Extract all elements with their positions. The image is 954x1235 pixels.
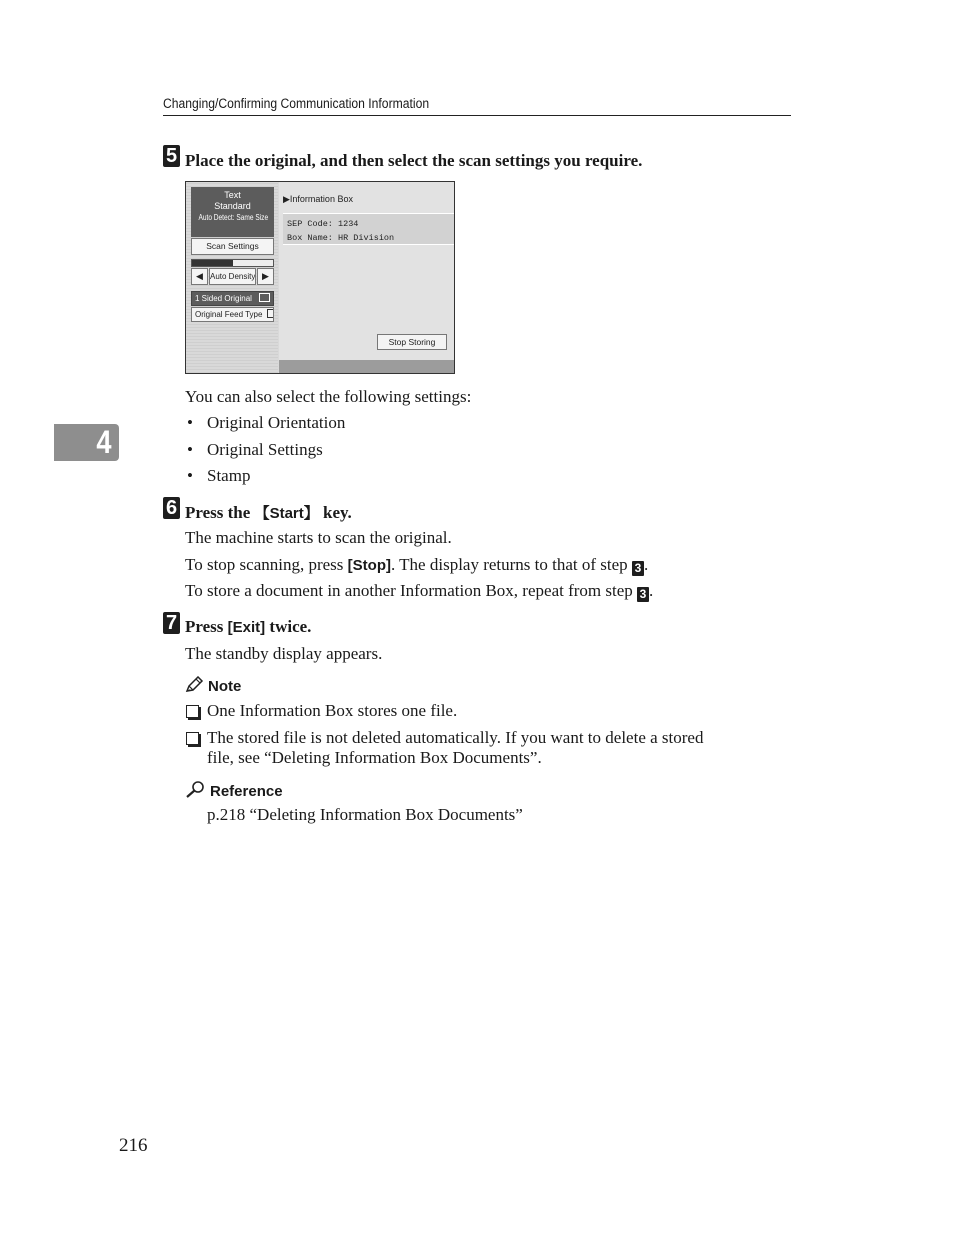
- panel-bottom-strip: [279, 360, 454, 373]
- stop-key-label: [Stop]: [347, 557, 391, 574]
- exit-key-label: [Exit]: [227, 619, 266, 636]
- bullet-dot: •: [187, 413, 193, 432]
- step-7-title: [185, 617, 311, 637]
- original-feed-type-button[interactable]: [191, 307, 274, 322]
- sided-original-button[interactable]: [191, 291, 274, 306]
- note-title: Note: [208, 678, 242, 695]
- start-key-label: 【Start】: [254, 505, 319, 522]
- box-name: Box Name: HR Division: [287, 233, 395, 243]
- scan-mode-display: [191, 187, 274, 237]
- step-6-marker: 6: [163, 497, 180, 519]
- step-7-marker: 7: [163, 612, 180, 634]
- control-panel-screenshot: [185, 181, 455, 374]
- density-lighter-button[interactable]: ◀: [191, 268, 208, 285]
- step-6-text-post: key.: [318, 503, 352, 522]
- pencil-icon: [185, 676, 204, 693]
- panel-left-column: [186, 182, 278, 373]
- note-item-2-line-2: file, see “Deleting Information Box Documents”.: [207, 748, 542, 767]
- step-7-line-1: The standby display appears.: [185, 644, 383, 663]
- reference-title: Reference: [210, 783, 283, 800]
- bullet-dot: •: [187, 440, 193, 459]
- auto-density-button[interactable]: Auto Density: [209, 268, 256, 285]
- mode-size: Auto Detect: Same Size: [198, 213, 269, 222]
- checkbox-icon: [186, 705, 199, 723]
- bullet-original-settings: Original Settings: [207, 440, 323, 459]
- note-heading: [185, 676, 241, 696]
- note-item-2-line-1: The stored file is not deleted automatically. If you want to delete a stored: [207, 728, 704, 747]
- chapter-number: 4: [96, 424, 112, 460]
- mode-text: Text: [224, 190, 241, 200]
- step-3-ref-icon: 3: [637, 587, 649, 602]
- feed-type-icon: [267, 309, 274, 318]
- step-5-title: Place the original, and then select the scan settings you require.: [185, 151, 643, 170]
- reference-link[interactable]: p.218 “Deleting Information Box Documents”: [207, 805, 523, 824]
- step-3-ref-icon: 3: [632, 561, 644, 576]
- step-7-text-post: twice.: [265, 617, 312, 636]
- density-darker-button[interactable]: ▶: [257, 268, 274, 285]
- information-box-title: ▶Information Box: [283, 194, 353, 204]
- settings-intro: You can also select the following settings:: [185, 387, 472, 406]
- scan-settings-button[interactable]: Scan Settings: [191, 238, 274, 255]
- bullet-dot: •: [187, 466, 193, 485]
- step-6-text-pre: Press the: [185, 503, 255, 522]
- header-rule: [163, 115, 791, 116]
- step-6-title: [185, 502, 352, 523]
- chapter-tab: [54, 424, 119, 461]
- page-number: 216: [119, 1135, 148, 1156]
- panel-right-area: [279, 182, 454, 373]
- step-5-marker: 5: [163, 145, 180, 167]
- step-6-line-1: The machine starts to scan the original.: [185, 528, 452, 547]
- reference-heading: [185, 780, 283, 801]
- running-header: Changing/Confirming Communication Information: [163, 96, 430, 111]
- step-6-line-2: To stop scanning, press [Stop]. The display returns to that of step 3 .: [185, 555, 649, 575]
- step-6-line-2-post: . The display returns to that of step: [390, 555, 632, 574]
- sided-original-label: 1 Sided Original: [195, 294, 252, 303]
- magnifier-icon: [185, 780, 206, 798]
- step-6-line-2-pre: To stop scanning, press: [185, 555, 348, 574]
- bullet-stamp: Stamp: [207, 466, 251, 485]
- step-7-text-pre: Press: [185, 617, 228, 636]
- note-item-1: One Information Box stores one file.: [207, 701, 458, 720]
- step-6-line-3: To store a document in another Information Box, repeat from step 3 .: [185, 581, 654, 601]
- density-level-fill: [192, 260, 233, 266]
- checkbox-icon: [186, 732, 199, 750]
- sided-original-icon: [259, 293, 270, 302]
- information-box-details: [283, 213, 454, 245]
- step-6-line-3-pre: To store a document in another Information Box, repeat from step: [185, 581, 638, 600]
- mode-resolution: Standard: [214, 201, 251, 211]
- feed-type-label: Original Feed Type: [195, 310, 263, 319]
- stop-storing-button[interactable]: Stop Storing: [377, 334, 447, 350]
- sep-code: SEP Code: 1234: [287, 219, 359, 229]
- density-indicator: [191, 259, 274, 267]
- bullet-original-orientation: Original Orientation: [207, 413, 346, 432]
